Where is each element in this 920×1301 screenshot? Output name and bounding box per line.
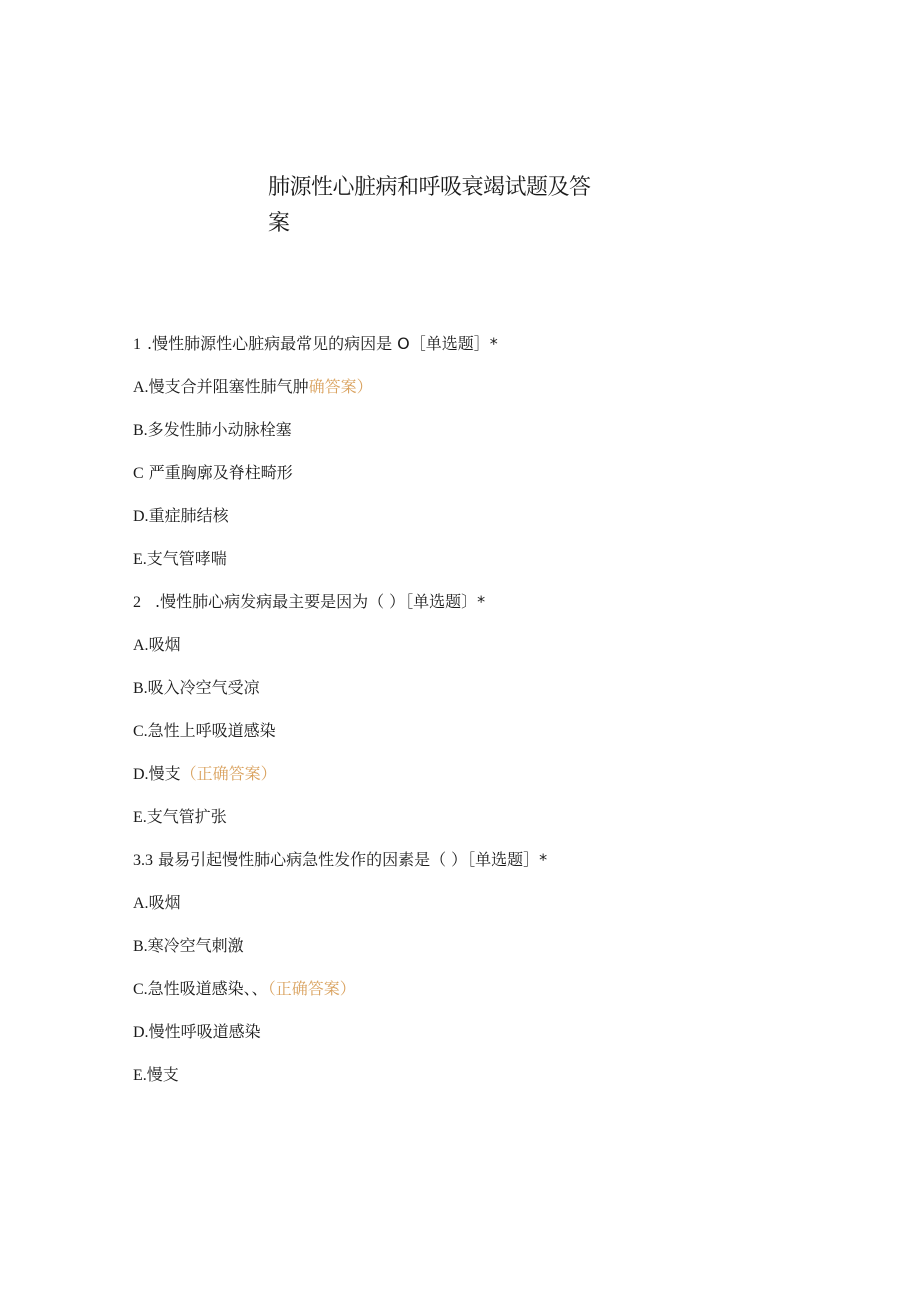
option-a xyxy=(133,371,833,403)
option-text: 慢支 xyxy=(146,1065,179,1084)
option-letter: A. xyxy=(133,895,149,912)
question-text: 最易引起慢性肺心病急性发作的因素是（ ）［单选题］* xyxy=(158,850,548,869)
title-line-2: 案 xyxy=(268,211,290,236)
option-b xyxy=(133,414,833,446)
option-d xyxy=(133,1016,833,1048)
correct-answer-mark: （正确答案） xyxy=(180,764,277,783)
option-c xyxy=(133,715,833,747)
option-c xyxy=(133,973,833,1005)
option-letter: E. xyxy=(133,1067,147,1084)
question-2 xyxy=(133,586,833,833)
option-text: 严重胸廓及脊柱畸形 xyxy=(148,463,293,482)
option-text: 支气管哮喘 xyxy=(146,549,227,568)
document-title xyxy=(268,170,608,242)
option-e xyxy=(133,1059,833,1091)
option-text: 急性吸道感染、、 xyxy=(147,979,268,998)
option-letter: E. xyxy=(133,809,147,826)
question-stem xyxy=(133,328,833,360)
option-text: 慢性呼吸道感染 xyxy=(148,1022,261,1041)
option-d xyxy=(133,758,833,790)
title-line-1: 肺源性心脏病和呼吸衰竭试题及答 xyxy=(268,175,591,200)
option-letter: D. xyxy=(133,508,149,525)
option-e xyxy=(133,543,833,575)
option-e xyxy=(133,801,833,833)
question-text: .慢性肺源性心脏病最常见的病因是 O［单选题］* xyxy=(147,334,498,353)
correct-answer-mark: （正确答案） xyxy=(267,979,356,998)
option-b xyxy=(133,672,833,704)
question-number: 3.3 xyxy=(133,852,153,869)
option-a xyxy=(133,887,833,919)
question-1 xyxy=(133,328,833,575)
option-letter: A. xyxy=(133,637,149,654)
option-letter: D. xyxy=(133,766,149,783)
option-letter: D. xyxy=(133,1024,149,1041)
option-letter: C. xyxy=(133,981,148,998)
option-letter: C. xyxy=(133,723,148,740)
option-text: 吸烟 xyxy=(148,635,181,654)
option-text: 慢支合并阻塞性肺气肿 xyxy=(148,377,309,396)
option-text: 重症肺结核 xyxy=(148,506,229,525)
option-c xyxy=(133,457,833,489)
option-letter: B. xyxy=(133,680,148,697)
option-letter: B. xyxy=(133,422,148,439)
question-stem xyxy=(133,586,833,618)
option-letter: B. xyxy=(133,938,148,955)
option-text: 支气管扩张 xyxy=(146,807,227,826)
option-letter: E. xyxy=(133,551,147,568)
option-text: 吸入冷空气受凉 xyxy=(147,678,260,697)
option-a xyxy=(133,629,833,661)
correct-answer-mark: 确答案） xyxy=(308,377,373,396)
question-stem xyxy=(133,844,833,876)
option-d xyxy=(133,500,833,532)
option-text: 急性上呼吸道感染 xyxy=(147,721,276,740)
option-text: 吸烟 xyxy=(148,893,181,912)
question-number: 2 xyxy=(133,594,141,611)
option-text: 寒冷空气刺激 xyxy=(147,936,244,955)
option-text: 慢支 xyxy=(148,764,181,783)
option-letter: C xyxy=(133,465,144,482)
question-number: 1 xyxy=(133,336,141,353)
option-letter: A. xyxy=(133,379,149,396)
question-text: .慢性肺心病发病最主要是因为（ ）［单选题〕* xyxy=(155,592,486,611)
question-list xyxy=(133,328,833,1102)
option-b xyxy=(133,930,833,962)
option-text: 多发性肺小动脉栓塞 xyxy=(147,420,292,439)
question-3 xyxy=(133,844,833,1091)
